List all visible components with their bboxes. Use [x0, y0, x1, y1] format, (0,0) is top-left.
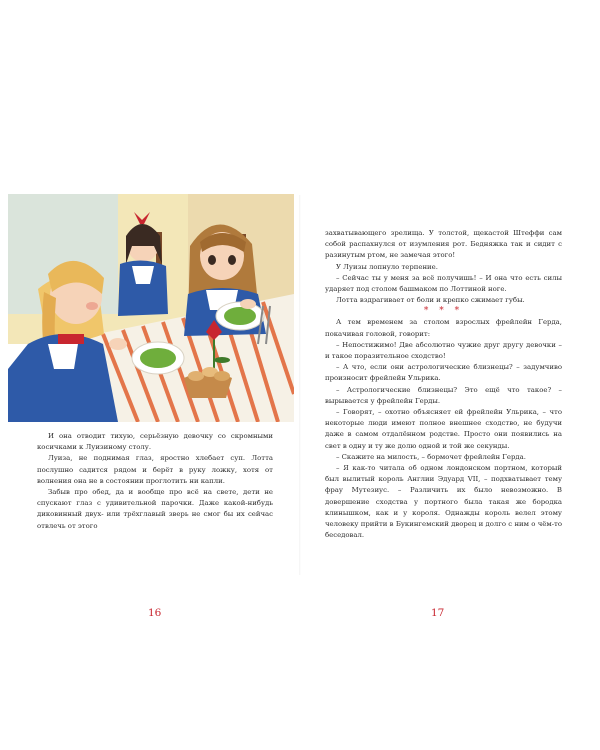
paragraph: И она отводит тихую, серьёзную девочку со скромными косичками к Луизиному столу.: [37, 432, 273, 452]
right-page-text: [325, 228, 562, 541]
dinner-table-illustration: [8, 194, 294, 422]
paragraph: – Говорят, – охотно объясняет ей фрейлейн Ульрика, – что некоторые люди имеют полное внешнее сходство, не будучи даже в самом отдалённом родстве. Просто они появились на свет в одну и ту же долю одной и той же секунды.: [325, 408, 562, 450]
paragraph: – Сейчас ты у меня за всё получишь! – И она что есть силы ударяет под столом башмаком по Лоттиной ноге.: [325, 273, 562, 294]
paragraph: – Непостижимо! Две абсолютно чужие друг другу девочки – и такое поразительное сходство!: [325, 340, 562, 361]
paragraph: захватывающего зрелища. У толстой, щекастой Штеффи сам собой распахнулся от изумления рот. Бедняжка так и сидит с разинутым ртом, не замечая этого!: [325, 229, 562, 260]
paragraph: А тем временем за столом взрослых фрейлейн Герда, покачивая головой, говорит:: [325, 318, 562, 338]
paragraph: Луиза, не поднимая глаз, яростно хлебает суп. Лотта послушно садится рядом и берёт в руку ложку, хотя от волнения она не в состоянии проглотить ни капли.: [37, 454, 273, 485]
paragraph: – Астрологические близнецы? Это ещё что такое? – вырывается у фрейлейн Герды.: [325, 385, 562, 405]
page-number-left: 16: [148, 607, 162, 619]
section-separator: * * *: [423, 306, 464, 317]
page-number-right: 17: [431, 607, 445, 619]
book-gutter: [299, 195, 301, 575]
left-page-text: [37, 431, 273, 532]
paragraph: – А что, если они астрологические близнецы? – задумчиво произносит фрейлейн Ульрика.: [325, 363, 562, 383]
paragraph: – Скажите на милость, – бормочет фрейлейн Герда.: [336, 452, 526, 461]
paragraph: Забыв про обед, да и вообще про всё на свете, дети не спускают глаз с удивительной парочки. Даже какой-нибудь диковинный двух- или трёхглавый зверь не смог бы их сейчас отвлечь от этого: [37, 488, 273, 530]
paragraph: – Я как-то читала об одном лондонском портном, который был вылитый король Англии Эдуард VII, – подхватывает тему фрау Мутезиус. – Различить их было невозможно. В довершение сходства у портного была такая же бородка клинышком, как и у короля. Однажды король велел этому человеку прийти в Букингемский дворец и долго с ним о чём-то беседовал.: [325, 464, 562, 540]
paragraph: Лотта вздрагивает от боли и крепко сжимает губы.: [336, 296, 525, 305]
paragraph: У Луизы лопнуло терпение.: [336, 262, 438, 271]
